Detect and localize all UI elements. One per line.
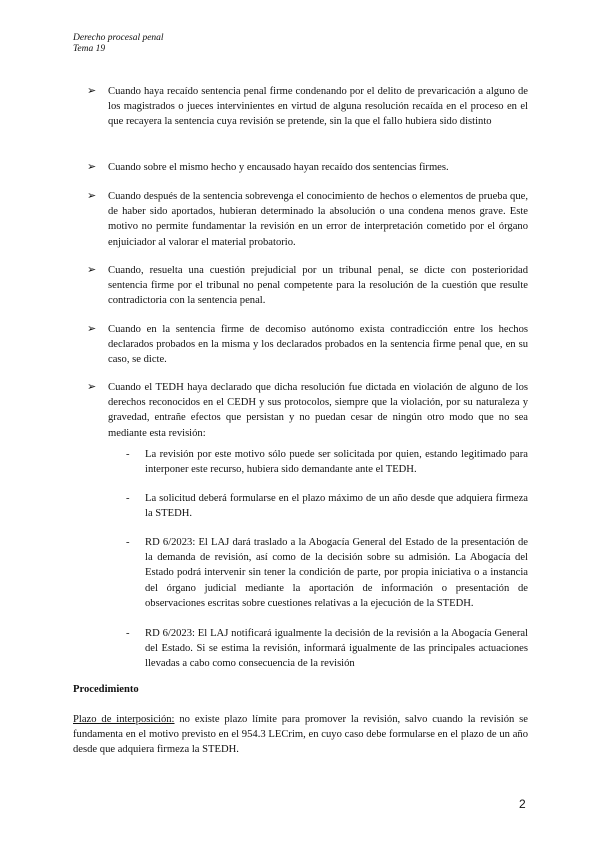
bullet-text: Cuando el TEDH haya declarado que dicha resolución fue dictada en violación de alguno de los derechos reconocidos en el CEDH y sus protocolos, siempre que la violación, por su naturaleza y gravedad, entrañe efectos que persistan y no puedan cesar de ningún otro modo que no sea mediante esta revisión: xyxy=(108,382,528,439)
arrow-bullet-icon: ➢ xyxy=(87,381,97,393)
bullet-text: Cuando después de la sentencia sobrevenga el conocimiento de hechos o elementos de prueba que, de haber sido aportados, hubieran determinado la absolución o una condena menos grave. Este motivo no permite fundamentar la revisión en un error de interpretación cometido por el órgano enjuiciador al valorar el material probatorio. xyxy=(108,191,528,248)
bullet-item xyxy=(88,189,528,250)
sub-item-text: RD 6/2023: El LAJ dará traslado a la Abogacía General del Estado de la presentación de la demanda de revisión, así como de la decisión sobre su admisión. La Abogacía del Estado podrá intervenir sin tener la condición de parte, por propia iniciativa o a instancia del órgano judicial mediante la aportación de información o presentación de observaciones escritas sobre cuestiones relativas a la ejecución de la STEDH. xyxy=(145,537,528,609)
sub-list-item xyxy=(126,626,528,672)
arrow-bullet-icon: ➢ xyxy=(87,323,97,335)
arrow-bullet-icon: ➢ xyxy=(87,161,97,173)
bullet-text: Cuando haya recaído sentencia penal firme condenando por el delito de prevaricación a alguno de los magistrados o jueces intervinientes en virtud de alguna resolución recaída en el proceso en el que recayera la sentencia cuya revisión se pretende, sin la que el fallo hubiera sido distinto xyxy=(108,86,528,128)
header-subject: Derecho procesal penal xyxy=(73,33,164,43)
page-number: 2 xyxy=(519,797,526,811)
bullet-item xyxy=(88,263,528,309)
section-heading: Procedimiento xyxy=(73,684,139,695)
deadline-label: Plazo de interposición: xyxy=(73,714,175,725)
dash-bullet: - xyxy=(126,493,130,504)
dash-bullet: - xyxy=(126,449,130,460)
arrow-bullet-icon: ➢ xyxy=(87,85,97,97)
sub-list-item xyxy=(126,447,528,477)
dash-bullet: - xyxy=(126,537,130,548)
bullet-text: Cuando en la sentencia firme de decomiso autónomo exista contradicción entre los hechos declarados probados en la misma y los declarados probados en la sentencia firme penal que, en su caso, se dicte. xyxy=(108,324,528,366)
bullet-text: Cuando, resuelta una cuestión prejudicial por un tribunal penal, se dicte con posterioridad sentencia firme por el tribunal no penal competente para la resolución de la cuestión que resulte contradictoria con la sentencia penal. xyxy=(108,265,528,307)
procedure-paragraph xyxy=(73,712,528,758)
header-topic: Tema 19 xyxy=(73,44,106,54)
arrow-bullet-icon: ➢ xyxy=(87,190,97,202)
bullet-item xyxy=(88,322,528,368)
sub-item-text: La revisión por este motivo sólo puede ser solicitada por quien, estando legitimado para interponer este recurso, hubiera sido demandante ante el TEDH. xyxy=(145,449,528,476)
arrow-bullet-icon: ➢ xyxy=(87,264,97,276)
sub-item-text: RD 6/2023: El LAJ notificará igualmente la decisión de la revisión a la Abogacía General del Estado. Si se estima la revisión, informará igualmente de las principales actuaciones llevadas a cabo como consecuencia de la revisión xyxy=(145,628,528,670)
bullet-text: Cuando sobre el mismo hecho y encausado hayan recaído dos sentencias firmes. xyxy=(108,162,449,173)
sub-list-item xyxy=(126,491,528,521)
bullet-item xyxy=(88,380,528,441)
page-header xyxy=(73,33,164,55)
dash-bullet: - xyxy=(126,628,130,639)
bullet-item xyxy=(88,160,528,175)
sub-list-item xyxy=(126,535,528,611)
bullet-item xyxy=(88,84,528,130)
sub-item-text: La solicitud deberá formularse en el plazo máximo de un año desde que adquiera firmeza la STEDH. xyxy=(145,493,528,520)
deadline-text: no existe plazo límite para promover la revisión, salvo cuando la revisión se fundamenta en el motivo previsto en el 954.3 LECrim, en cuyo caso debe formularse en el plazo de un año desde que adquiera firmeza la STEDH. xyxy=(73,714,529,756)
